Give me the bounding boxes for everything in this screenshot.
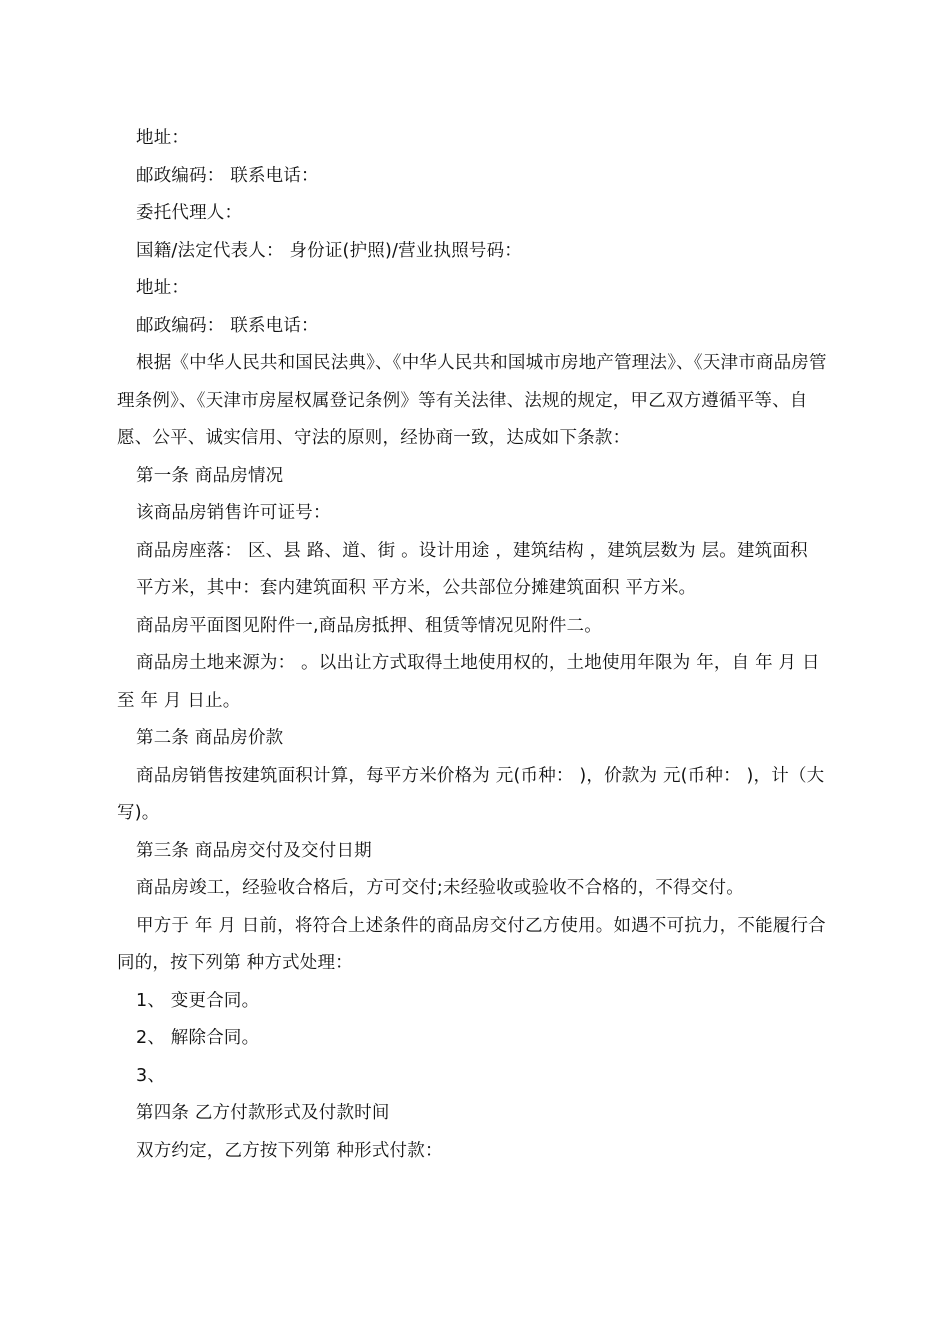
price-paragraph: 商品房销售按建筑面积计算，每平方米价格为 元(币种： )，价款为 元(币种： )，计（大写)。 [117, 765, 825, 823]
option-1: 1、 变更合同。 [136, 990, 260, 1011]
delivery-condition: 商品房竣工，经验收合格后，方可交付;未经验收或验收不合格的，不得交付。 [136, 878, 744, 898]
attachments-note: 商品房平面图见附件一,商品房抵押、租赁等情况见附件二。 [136, 615, 602, 636]
land-source: 商品房土地来源为： 。以出让方式取得土地使用权的，土地使用年限为 年，自 年 月 日至 年 月 日止。 [117, 653, 820, 711]
article-3-heading: 第三条 商品房交付及交付日期 [136, 840, 372, 861]
property-area: 平方米，其中：套内建筑面积 平方米，公共部位分摊建筑面积 平方米。 [136, 578, 697, 598]
delivery-date: 甲方于 年 月 日前，将符合上述条件的商品房交付乙方使用。如遇不可抗力，不能履行合同的，按下列第 种方式处理： [117, 915, 826, 973]
property-location: 商品房座落： 区、县 路、道、街 。设计用途 ，建筑结构 ，建筑层数为 层。建筑面积 [136, 540, 808, 561]
sales-permit-number: 该商品房销售许可证号： [136, 503, 331, 523]
seller-postcode-phone: 邮政编码： 联系电话： [136, 165, 319, 186]
option-3: 3、 [136, 1065, 166, 1086]
document-body [117, 120, 837, 1170]
payment-method: 双方约定，乙方按下列第 种形式付款： [136, 1140, 443, 1161]
legal-basis-paragraph: 根据《中华人民共和国民法典》、《中华人民共和国城市房地产管理法》、《天津市商品房管理条例》、《天津市房屋权属登记条例》等有关法律、法规的规定，甲乙双方遵循平等、自愿、公平、诚实信用、守法的原则，经协商一致，达成如下条款： [117, 353, 827, 448]
option-2: 2、 解除合同。 [136, 1028, 260, 1048]
buyer-address: 地址： [136, 278, 190, 298]
article-4-heading: 第四条 乙方付款形式及付款时间 [136, 1103, 390, 1123]
buyer-nationality-id: 国籍/法定代表人： 身份证(护照)/营业执照号码： [136, 240, 523, 261]
buyer-postcode-phone: 邮政编码： 联系电话： [136, 315, 319, 336]
article-1-heading: 第一条 商品房情况 [136, 465, 284, 486]
seller-address: 地址： [136, 128, 190, 148]
agent: 委托代理人： [136, 203, 243, 223]
article-2-heading: 第二条 商品房价款 [136, 728, 284, 748]
